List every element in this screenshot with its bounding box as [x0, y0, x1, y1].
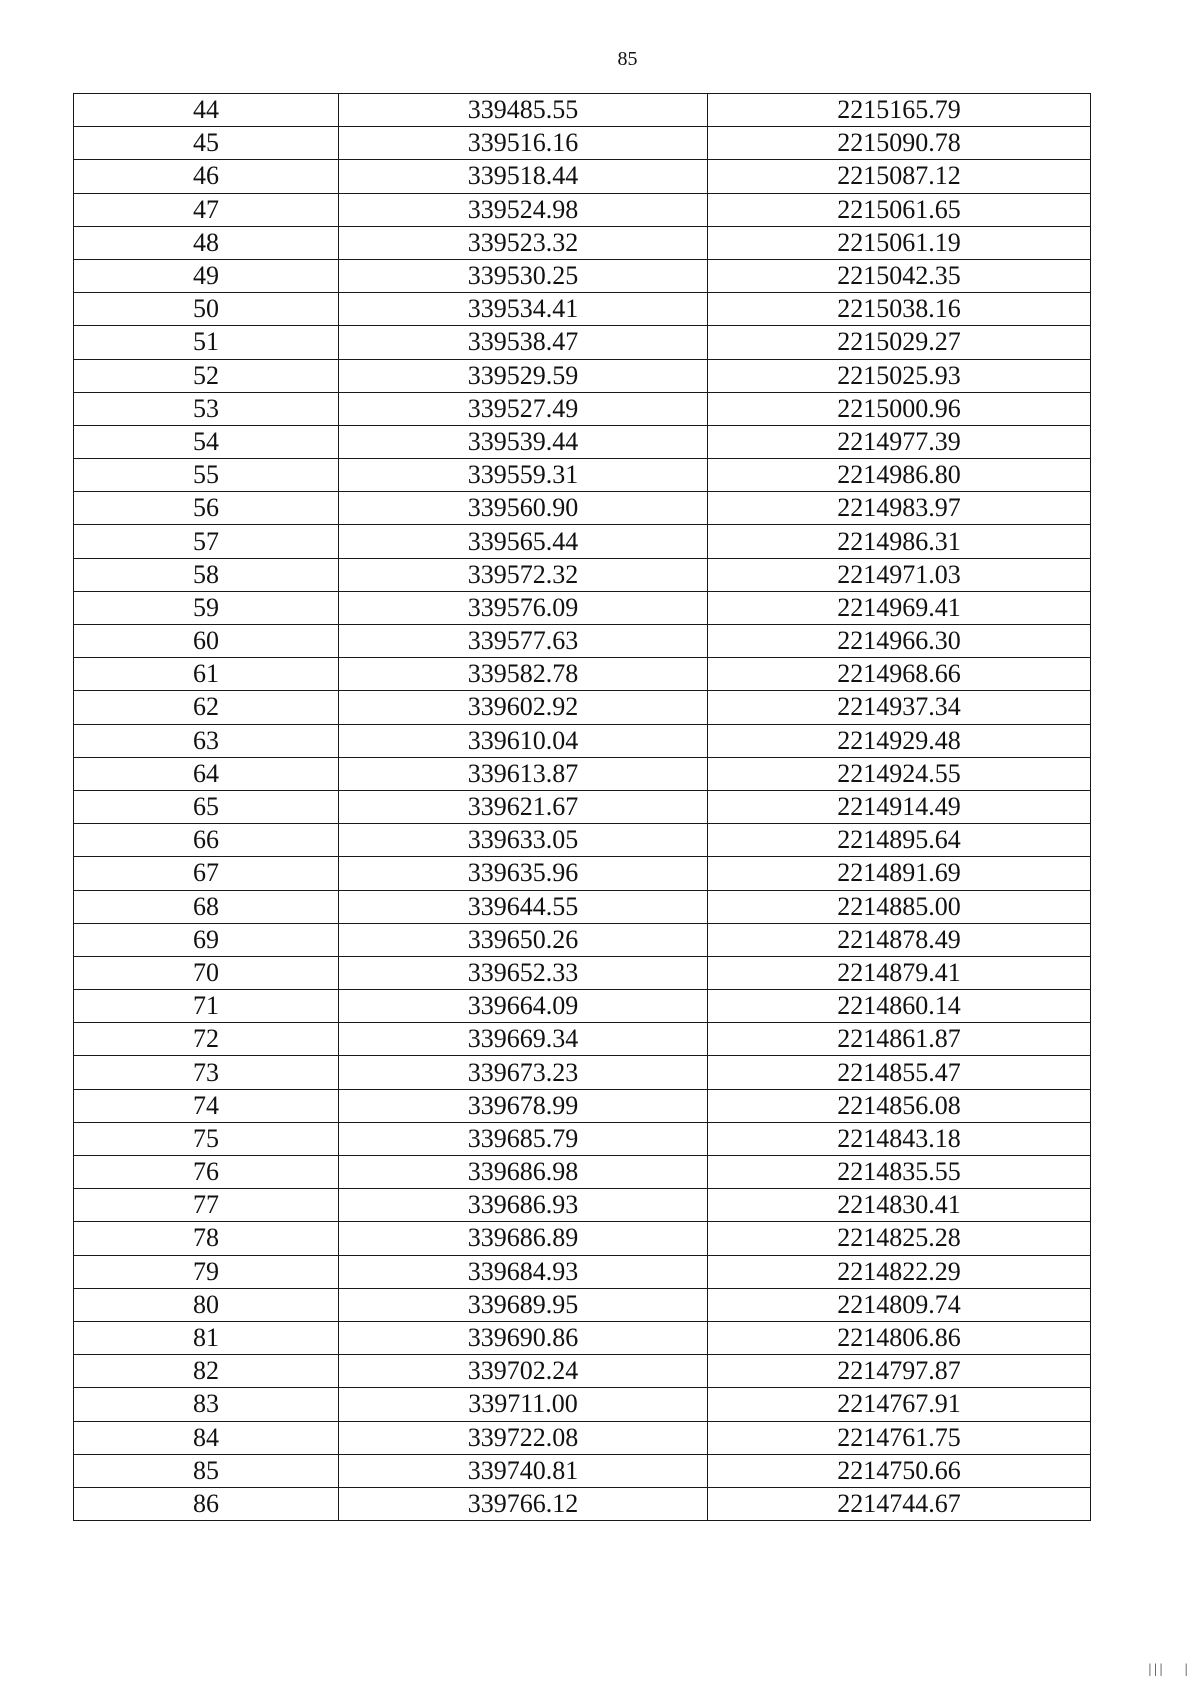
table-row [74, 1122, 1091, 1155]
point-number-cell: 51 [74, 326, 339, 359]
table-row [74, 226, 1091, 259]
x-coordinate-cell: 339527.49 [339, 392, 708, 425]
table-row [74, 691, 1091, 724]
point-number-cell: 78 [74, 1222, 339, 1255]
coordinates-table [73, 93, 1091, 1521]
point-number-cell: 63 [74, 724, 339, 757]
point-number-cell: 56 [74, 492, 339, 525]
point-number-cell: 85 [74, 1454, 339, 1487]
y-coordinate-cell: 2214937.34 [708, 691, 1091, 724]
x-coordinate-cell: 339740.81 [339, 1454, 708, 1487]
y-coordinate-cell: 2214878.49 [708, 923, 1091, 956]
y-coordinate-cell: 2214971.03 [708, 558, 1091, 591]
y-coordinate-cell: 2214767.91 [708, 1388, 1091, 1421]
point-number-cell: 57 [74, 525, 339, 558]
point-number-cell: 46 [74, 160, 339, 193]
x-coordinate-cell: 339582.78 [339, 658, 708, 691]
point-number-cell: 60 [74, 625, 339, 658]
x-coordinate-cell: 339559.31 [339, 459, 708, 492]
x-coordinate-cell: 339689.95 [339, 1288, 708, 1321]
point-number-cell: 76 [74, 1156, 339, 1189]
y-coordinate-cell: 2214822.29 [708, 1255, 1091, 1288]
x-coordinate-cell: 339678.99 [339, 1089, 708, 1122]
point-number-cell: 61 [74, 658, 339, 691]
y-coordinate-cell: 2214861.87 [708, 1023, 1091, 1056]
point-number-cell: 44 [74, 94, 339, 127]
x-coordinate-cell: 339669.34 [339, 1023, 708, 1056]
x-coordinate-cell: 339686.93 [339, 1189, 708, 1222]
table-row [74, 1321, 1091, 1354]
table-row [74, 824, 1091, 857]
point-number-cell: 72 [74, 1023, 339, 1056]
y-coordinate-cell: 2214830.41 [708, 1189, 1091, 1222]
y-coordinate-cell: 2214835.55 [708, 1156, 1091, 1189]
table-row [74, 94, 1091, 127]
y-coordinate-cell: 2214924.55 [708, 757, 1091, 790]
point-number-cell: 64 [74, 757, 339, 790]
x-coordinate-cell: 339516.16 [339, 127, 708, 160]
table-row [74, 1255, 1091, 1288]
x-coordinate-cell: 339633.05 [339, 824, 708, 857]
point-number-cell: 83 [74, 1388, 339, 1421]
x-coordinate-cell: 339523.32 [339, 226, 708, 259]
point-number-cell: 52 [74, 359, 339, 392]
x-coordinate-cell: 339539.44 [339, 425, 708, 458]
table-row [74, 1189, 1091, 1222]
y-coordinate-cell: 2214744.67 [708, 1487, 1091, 1520]
table-row [74, 326, 1091, 359]
point-number-cell: 74 [74, 1089, 339, 1122]
table-row [74, 890, 1091, 923]
point-number-cell: 69 [74, 923, 339, 956]
y-coordinate-cell: 2214879.41 [708, 956, 1091, 989]
point-number-cell: 84 [74, 1421, 339, 1454]
x-coordinate-cell: 339722.08 [339, 1421, 708, 1454]
table-row [74, 1056, 1091, 1089]
table-row [74, 757, 1091, 790]
point-number-cell: 49 [74, 259, 339, 292]
x-coordinate-cell: 339686.98 [339, 1156, 708, 1189]
point-number-cell: 47 [74, 193, 339, 226]
y-coordinate-cell: 2214966.30 [708, 625, 1091, 658]
y-coordinate-cell: 2215038.16 [708, 293, 1091, 326]
table-row [74, 160, 1091, 193]
y-coordinate-cell: 2214856.08 [708, 1089, 1091, 1122]
x-coordinate-cell: 339684.93 [339, 1255, 708, 1288]
y-coordinate-cell: 2215025.93 [708, 359, 1091, 392]
table-row [74, 492, 1091, 525]
table-row [74, 1388, 1091, 1421]
y-coordinate-cell: 2215029.27 [708, 326, 1091, 359]
y-coordinate-cell: 2214986.31 [708, 525, 1091, 558]
x-coordinate-cell: 339560.90 [339, 492, 708, 525]
y-coordinate-cell: 2215042.35 [708, 259, 1091, 292]
x-coordinate-cell: 339686.89 [339, 1222, 708, 1255]
table-row [74, 1454, 1091, 1487]
table-row [74, 1023, 1091, 1056]
table-row [74, 1288, 1091, 1321]
table-row [74, 990, 1091, 1023]
y-coordinate-cell: 2215087.12 [708, 160, 1091, 193]
x-coordinate-cell: 339565.44 [339, 525, 708, 558]
table-row [74, 956, 1091, 989]
y-coordinate-cell: 2214968.66 [708, 658, 1091, 691]
point-number-cell: 58 [74, 558, 339, 591]
point-number-cell: 67 [74, 857, 339, 890]
x-coordinate-cell: 339644.55 [339, 890, 708, 923]
x-coordinate-cell: 339650.26 [339, 923, 708, 956]
y-coordinate-cell: 2214929.48 [708, 724, 1091, 757]
x-coordinate-cell: 339652.33 [339, 956, 708, 989]
point-number-cell: 55 [74, 459, 339, 492]
x-coordinate-cell: 339613.87 [339, 757, 708, 790]
point-number-cell: 71 [74, 990, 339, 1023]
point-number-cell: 79 [74, 1255, 339, 1288]
y-coordinate-cell: 2214750.66 [708, 1454, 1091, 1487]
table-row [74, 923, 1091, 956]
point-number-cell: 45 [74, 127, 339, 160]
x-coordinate-cell: 339685.79 [339, 1122, 708, 1155]
point-number-cell: 54 [74, 425, 339, 458]
table-row [74, 790, 1091, 823]
y-coordinate-cell: 2214806.86 [708, 1321, 1091, 1354]
point-number-cell: 75 [74, 1122, 339, 1155]
x-coordinate-cell: 339610.04 [339, 724, 708, 757]
x-coordinate-cell: 339529.59 [339, 359, 708, 392]
point-number-cell: 73 [74, 1056, 339, 1089]
point-number-cell: 62 [74, 691, 339, 724]
scan-mark: ǀǀǀ ǀ [1148, 1660, 1190, 1680]
point-number-cell: 50 [74, 293, 339, 326]
y-coordinate-cell: 2214843.18 [708, 1122, 1091, 1155]
x-coordinate-cell: 339572.32 [339, 558, 708, 591]
x-coordinate-cell: 339518.44 [339, 160, 708, 193]
table-row [74, 193, 1091, 226]
y-coordinate-cell: 2214761.75 [708, 1421, 1091, 1454]
y-coordinate-cell: 2214797.87 [708, 1355, 1091, 1388]
table-row [74, 1421, 1091, 1454]
y-coordinate-cell: 2215090.78 [708, 127, 1091, 160]
page-number: 85 [617, 48, 638, 70]
table-row [74, 1156, 1091, 1189]
table-row [74, 625, 1091, 658]
table-row [74, 259, 1091, 292]
point-number-cell: 82 [74, 1355, 339, 1388]
x-coordinate-cell: 339635.96 [339, 857, 708, 890]
x-coordinate-cell: 339534.41 [339, 293, 708, 326]
point-number-cell: 68 [74, 890, 339, 923]
table-row [74, 127, 1091, 160]
y-coordinate-cell: 2215165.79 [708, 94, 1091, 127]
point-number-cell: 66 [74, 824, 339, 857]
y-coordinate-cell: 2215061.19 [708, 226, 1091, 259]
x-coordinate-cell: 339602.92 [339, 691, 708, 724]
y-coordinate-cell: 2214895.64 [708, 824, 1091, 857]
table-row [74, 1089, 1091, 1122]
table-row [74, 459, 1091, 492]
point-number-cell: 48 [74, 226, 339, 259]
y-coordinate-cell: 2214891.69 [708, 857, 1091, 890]
x-coordinate-cell: 339711.00 [339, 1388, 708, 1421]
table-row [74, 658, 1091, 691]
y-coordinate-cell: 2214860.14 [708, 990, 1091, 1023]
table-row [74, 857, 1091, 890]
table-row [74, 1222, 1091, 1255]
table-row [74, 591, 1091, 624]
y-coordinate-cell: 2215000.96 [708, 392, 1091, 425]
table-row [74, 1355, 1091, 1388]
point-number-cell: 53 [74, 392, 339, 425]
x-coordinate-cell: 339576.09 [339, 591, 708, 624]
y-coordinate-cell: 2214885.00 [708, 890, 1091, 923]
y-coordinate-cell: 2214825.28 [708, 1222, 1091, 1255]
table-row [74, 724, 1091, 757]
point-number-cell: 70 [74, 956, 339, 989]
x-coordinate-cell: 339524.98 [339, 193, 708, 226]
x-coordinate-cell: 339702.24 [339, 1355, 708, 1388]
point-number-cell: 86 [74, 1487, 339, 1520]
point-number-cell: 80 [74, 1288, 339, 1321]
table-row [74, 525, 1091, 558]
table-row [74, 1487, 1091, 1520]
y-coordinate-cell: 2215061.65 [708, 193, 1091, 226]
point-number-cell: 81 [74, 1321, 339, 1354]
table-row [74, 359, 1091, 392]
y-coordinate-cell: 2214983.97 [708, 492, 1091, 525]
point-number-cell: 77 [74, 1189, 339, 1222]
y-coordinate-cell: 2214969.41 [708, 591, 1091, 624]
x-coordinate-cell: 339664.09 [339, 990, 708, 1023]
x-coordinate-cell: 339690.86 [339, 1321, 708, 1354]
point-number-cell: 65 [74, 790, 339, 823]
x-coordinate-cell: 339577.63 [339, 625, 708, 658]
x-coordinate-cell: 339538.47 [339, 326, 708, 359]
x-coordinate-cell: 339485.55 [339, 94, 708, 127]
x-coordinate-cell: 339673.23 [339, 1056, 708, 1089]
y-coordinate-cell: 2214809.74 [708, 1288, 1091, 1321]
table-row [74, 425, 1091, 458]
x-coordinate-cell: 339530.25 [339, 259, 708, 292]
table-row [74, 558, 1091, 591]
table-row [74, 392, 1091, 425]
coordinates-table-body [74, 94, 1091, 1521]
y-coordinate-cell: 2214855.47 [708, 1056, 1091, 1089]
table-row [74, 293, 1091, 326]
y-coordinate-cell: 2214986.80 [708, 459, 1091, 492]
y-coordinate-cell: 2214977.39 [708, 425, 1091, 458]
x-coordinate-cell: 339766.12 [339, 1487, 708, 1520]
point-number-cell: 59 [74, 591, 339, 624]
x-coordinate-cell: 339621.67 [339, 790, 708, 823]
y-coordinate-cell: 2214914.49 [708, 790, 1091, 823]
